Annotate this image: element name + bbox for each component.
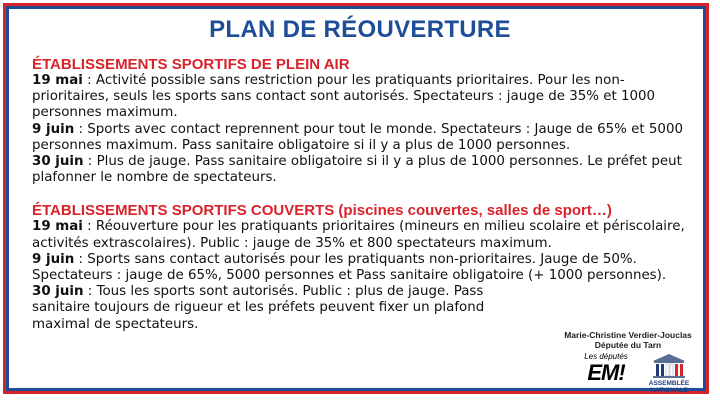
assemblee-building-icon [649,352,689,380]
page-title: PLAN DE RÉOUVERTURE [209,16,511,43]
item-text: : Réouverture pour les pratiquants prioritaires (mineurs en milieu scolaire et périscolaire, activités extrascolaires). Public : jauge de 35% et 800 spectateurs maximum. [32,219,685,251]
item-date: 30 juin [32,154,84,170]
an-logo-line1: ASSEMBLÉE [648,380,690,387]
outdoor-item [32,73,694,122]
assemblee-nationale-logo [641,352,697,396]
an-logo-line2: NATIONALE [650,387,688,394]
indoor-item [32,219,694,251]
section-heading-outdoor: ÉTABLISSEMENTS SPORTIFS DE PLEIN AIR [32,56,350,73]
item-text: : Sports avec contact reprennent pour tout le monde. Spectateurs : Jauge de 65% et 5000 personnes maximum. Pass sanitaire obligatoire si il y a plus de 1000 personnes. [32,121,683,153]
signature-role: Députée du Tarn [594,340,662,350]
item-date: 9 juin [32,251,75,267]
item-date: 19 mai [32,219,83,235]
item-text: : Tous les sports sont autorisés. Public : plus de jauge. Pass sanitaire toujours de rigueur et les préfets peuvent fixer un plafond maximal de spectateurs. [32,284,485,332]
em-logo [580,352,632,392]
indoor-item [32,284,502,333]
em-logo-big-text: EM! [587,360,625,385]
section-gap [32,186,694,202]
signature-block [548,330,708,350]
item-text: : Plus de jauge. Pass sanitaire obligatoire si il y a plus de 1000 personnes. Le préfet peut plafonner le nombre de spectateurs. [32,154,682,186]
item-text: : Sports sans contact autorisés pour les pratiquants non-prioritaires. Jauge de 50%. Spectateurs : jauge de 65%, 5000 personnes et Pass sanitaire obligatoire (+ 1000 personnes). [32,251,667,284]
item-text: : Activité possible sans restriction pour les pratiquants prioritaires. Pour les non-prioritaires, seuls les sports sans contact sont autorisés. Spectateurs : jauge de 35% et 1000 personnes maximum. [32,73,656,121]
item-date: 30 juin [32,284,84,300]
main-content [32,56,694,333]
outdoor-item [32,122,694,154]
item-date: 9 juin [32,121,75,137]
indoor-item [32,252,694,284]
item-date: 19 mai [32,73,83,88]
signature-name: Marie-Christine Verdier-Jouclas [564,330,692,340]
em-logo-small-text: Les députés [584,352,628,361]
outdoor-item [32,154,694,186]
section-heading-indoor: ÉTABLISSEMENTS SPORTIFS COUVERTS (piscines couvertes, salles de sport…) [32,202,612,220]
